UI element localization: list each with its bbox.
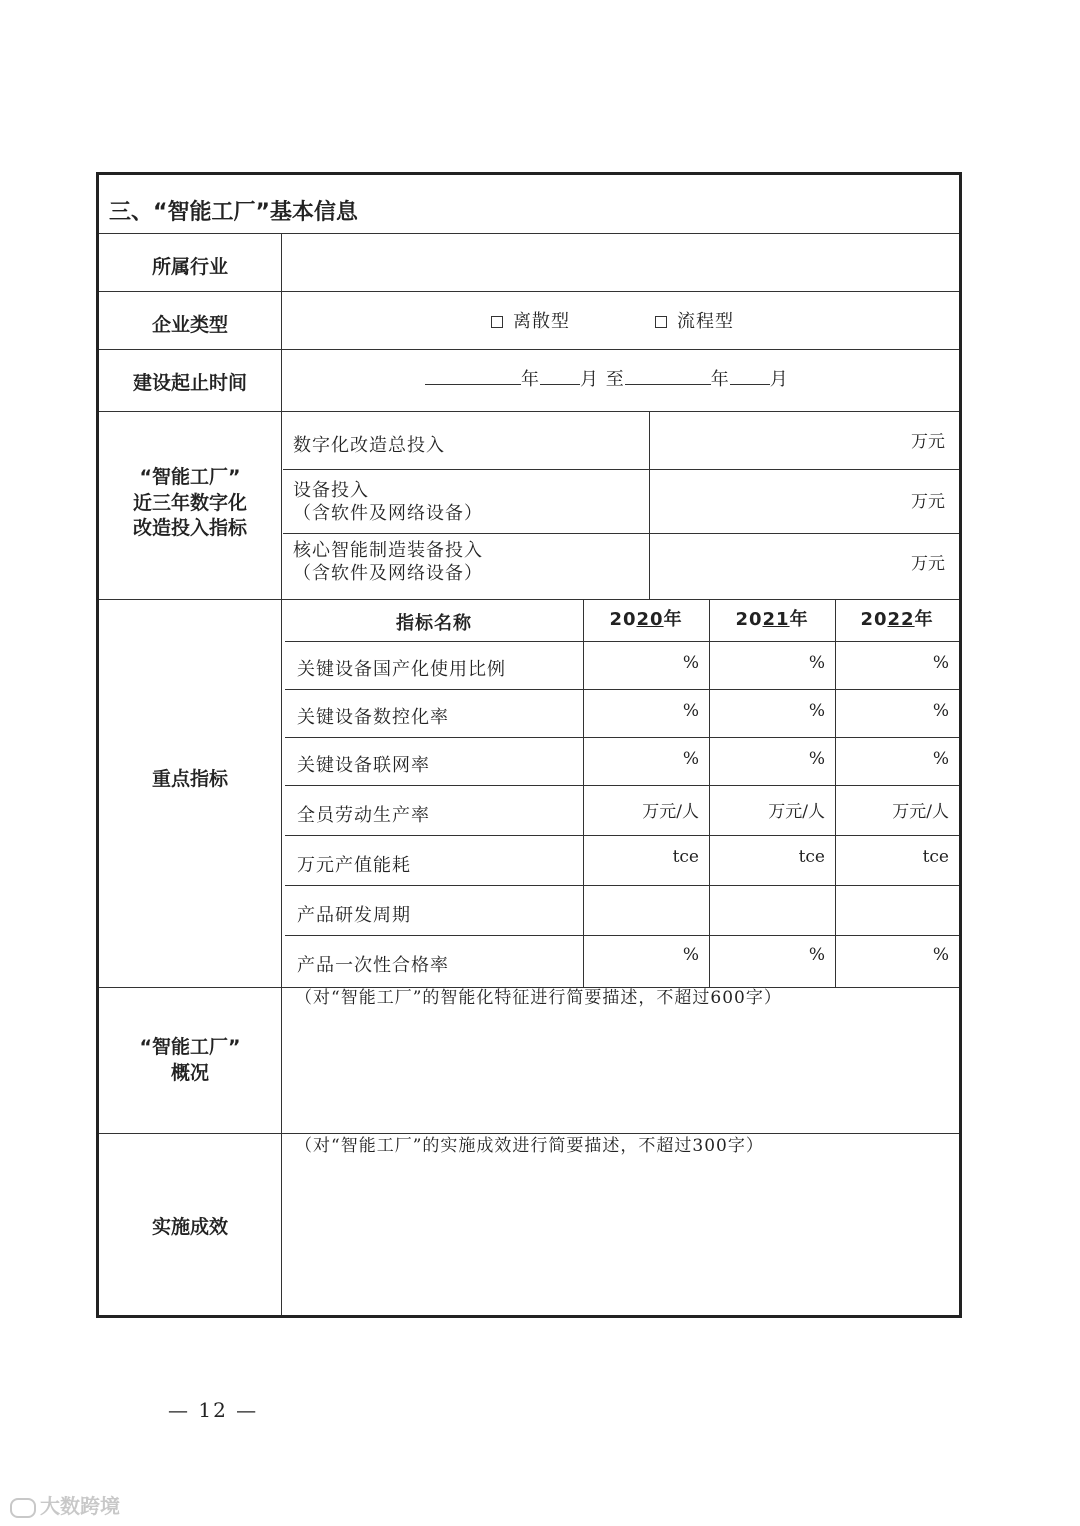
row-divider xyxy=(99,291,959,292)
kpi-cell-unit[interactable]: 万元/人 xyxy=(768,802,825,822)
watermark-logo-icon xyxy=(10,1498,36,1518)
column-divider xyxy=(649,411,650,599)
option-discrete[interactable]: 离散型 xyxy=(491,307,570,333)
construction-period-label: 建设起止时间 xyxy=(132,372,247,394)
overview-label: “智能工厂” 概况 xyxy=(139,1036,241,1084)
row-divider xyxy=(283,533,959,534)
kpi-cell-unit[interactable]: 万元/人 xyxy=(642,802,699,822)
row-divider xyxy=(283,469,959,470)
kpi-cell-unit[interactable]: % xyxy=(808,701,825,721)
investment-item-name: 设备投入 （含软件及网络设备） xyxy=(293,480,483,525)
column-divider xyxy=(583,599,584,987)
row-divider xyxy=(285,689,959,690)
row-divider xyxy=(99,599,959,600)
kpi-cell-unit[interactable]: % xyxy=(932,701,949,721)
industry-field[interactable] xyxy=(285,237,955,287)
investment-item-name: 数字化改造总投入 xyxy=(293,435,445,456)
results-label: 实施成效 xyxy=(151,1216,228,1238)
kpi-header-year: 2022年 xyxy=(860,609,934,630)
industry-label: 所属行业 xyxy=(151,256,228,278)
kpi-item-name: 关键设备数控化率 xyxy=(297,707,449,728)
kpi-item-name: 全员劳动生产率 xyxy=(297,805,430,826)
kpi-cell-unit[interactable]: % xyxy=(932,945,949,965)
checkbox[interactable] xyxy=(491,316,503,328)
row-divider xyxy=(99,349,959,350)
kpi-header-year: 2021年 xyxy=(735,609,809,630)
row-divider xyxy=(285,737,959,738)
row-divider xyxy=(285,785,959,786)
blank xyxy=(540,366,580,385)
row-divider xyxy=(99,411,959,412)
smart-factory-form xyxy=(96,172,962,1318)
kpi-item-name: 关键设备国产化使用比例 xyxy=(297,659,506,680)
investment-item-unit: 万元 xyxy=(911,554,945,574)
investment-item-name: 核心智能制造装备投入 （含软件及网络设备） xyxy=(293,540,483,585)
overview-textarea[interactable] xyxy=(285,1015,955,1129)
investment-item-unit: 万元 xyxy=(911,432,945,452)
row-divider xyxy=(285,935,959,936)
kpi-cell-unit[interactable]: % xyxy=(682,749,699,769)
page-number: — 12 — xyxy=(168,1398,259,1422)
kpi-cell-unit[interactable]: tce xyxy=(922,847,949,867)
kpi-cell-unit[interactable]: % xyxy=(932,749,949,769)
kpi-cell-unit[interactable]: % xyxy=(682,945,699,965)
column-divider xyxy=(835,599,836,987)
column-divider xyxy=(709,599,710,987)
column-divider xyxy=(281,233,282,1315)
kpi-cell-unit[interactable]: 万元/人 xyxy=(892,802,949,822)
option-process[interactable]: 流程型 xyxy=(655,307,734,333)
kpi-cell-unit[interactable]: tce xyxy=(798,847,825,867)
row-divider xyxy=(285,641,959,642)
construction-period-field[interactable]: 年 月 至 年 月 xyxy=(425,365,789,391)
kpi-cell-unit[interactable]: % xyxy=(932,653,949,673)
kpi-item-name: 关键设备联网率 xyxy=(297,755,430,776)
blank xyxy=(425,366,521,385)
kpi-cell-unit[interactable]: % xyxy=(682,653,699,673)
watermark: 大数跨境 xyxy=(10,1490,120,1519)
kpi-cell-unit[interactable]: % xyxy=(808,945,825,965)
row-divider xyxy=(285,835,959,836)
kpi-item-name: 产品研发周期 xyxy=(297,905,411,926)
checkbox[interactable] xyxy=(655,316,667,328)
enterprise-type-label: 企业类型 xyxy=(151,314,228,336)
row-divider xyxy=(285,885,959,886)
section-title: 三、“智能工厂”基本信息 xyxy=(109,200,358,225)
kpi-label: 重点指标 xyxy=(151,768,228,790)
overview-hint: （对“智能工厂”的智能化特征进行简要描述，不超过600字） xyxy=(295,988,782,1008)
kpi-item-name: 万元产值能耗 xyxy=(297,855,411,876)
kpi-cell-unit[interactable]: tce xyxy=(672,847,699,867)
kpi-header-year: 2020年 xyxy=(609,609,683,630)
kpi-cell-unit[interactable]: % xyxy=(808,749,825,769)
results-textarea[interactable] xyxy=(285,1165,955,1311)
kpi-item-name: 产品一次性合格率 xyxy=(297,955,449,976)
kpi-cell-unit[interactable]: % xyxy=(682,701,699,721)
blank xyxy=(625,366,711,385)
results-hint: （对“智能工厂”的实施成效进行简要描述，不超过300字） xyxy=(295,1136,764,1156)
row-divider xyxy=(99,233,959,234)
investment-label: “智能工厂” 近三年数字化 改造投入指标 xyxy=(132,466,247,540)
kpi-header-name: 指标名称 xyxy=(396,613,472,634)
investment-item-unit: 万元 xyxy=(911,492,945,512)
kpi-cell-unit[interactable]: % xyxy=(808,653,825,673)
blank xyxy=(730,366,770,385)
